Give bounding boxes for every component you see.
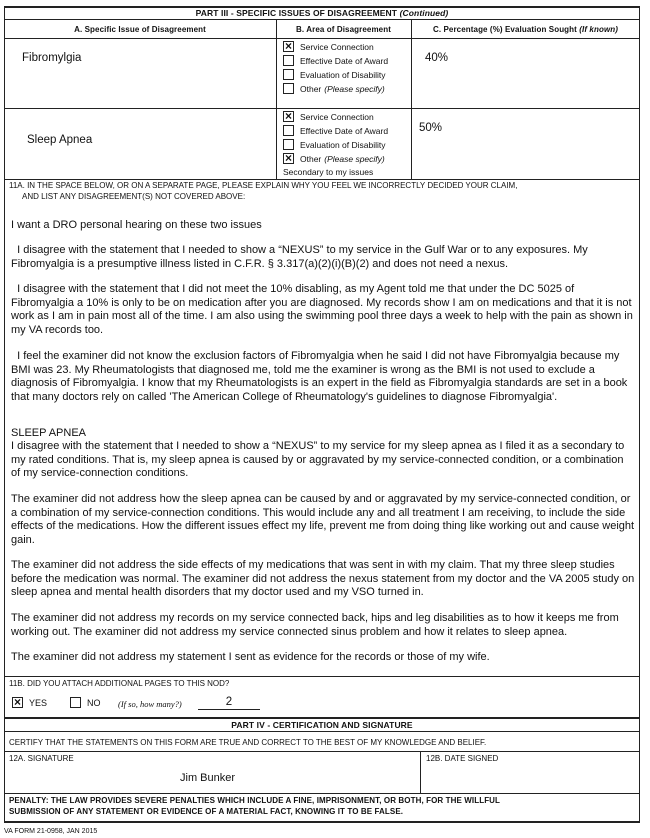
yes-label: YES <box>29 697 48 708</box>
paragraph: The examiner did not address my statement I sent as evidence for the records or those of my wife. <box>11 651 490 663</box>
issue-2-other[interactable] <box>283 153 385 164</box>
issue-1-service-connection[interactable] <box>283 41 374 52</box>
issue-1-evaluation[interactable] <box>283 69 386 80</box>
col-a-header: A. Specific Issue of Disagreement <box>74 25 206 34</box>
issue-1-other[interactable] <box>283 83 385 94</box>
section-11a-label-2: AND LIST ANY DISAGREEMENT(S) NOT COVERED ABOVE: <box>22 192 246 201</box>
checkbox-label: Effective Date of Award <box>300 55 389 66</box>
divider <box>4 731 640 732</box>
checkbox-label: Evaluation of Disability <box>300 139 386 150</box>
col-b-header: B. Area of Disagreement <box>296 25 391 34</box>
paragraph: I disagree with the statement that I needed to show a “NEXUS” to my service for my sleep apnea as I filed it as a secondary to my rated conditions. That is, my sleep apnea is caused by or aggravated by my service-connected condition, or a combination of my service-connection conditions. <box>11 440 625 479</box>
date-signed-label: 12B. DATE SIGNED <box>426 754 499 763</box>
issue-2-name: Sleep Apnea <box>27 134 93 146</box>
checkbox-label: Service Connection <box>300 111 374 122</box>
issue-1-percent: 40% <box>425 52 449 64</box>
col-c-note: (If known) <box>579 25 619 34</box>
checkbox-label: Other <box>300 83 322 94</box>
date-signed-field[interactable] <box>426 768 626 788</box>
issue-2-other-text[interactable]: Secondary to my issues <box>283 167 374 177</box>
checkbox-label: Service Connection <box>300 41 374 52</box>
section-11b-label: 11B. DID YOU ATTACH ADDITIONAL PAGES TO THIS NOD? <box>9 679 230 688</box>
divider <box>4 19 640 20</box>
checkbox-label: Effective Date of Award <box>300 125 389 136</box>
part3-title-text: PART III - SPECIFIC ISSUES OF DISAGREEMENT <box>195 8 398 18</box>
bottom-border <box>4 821 640 823</box>
divider <box>4 717 640 719</box>
paragraph: The examiner did not address how the sleep apnea can be caused by and or aggravated by my service-connected condition, or a combination of my service-connection conditions. This would include any and all treatment I am receiving, to include the side effects of the medications. How the different issues effect my life, prevent me from doing thing like working out and cause weight gain. <box>11 493 635 546</box>
checkbox[interactable] <box>283 139 294 150</box>
checkbox[interactable] <box>283 55 294 66</box>
divider <box>4 108 640 109</box>
checkbox[interactable] <box>70 697 81 708</box>
attach-no-option[interactable] <box>70 697 101 708</box>
checkbox-label: Other <box>300 153 322 164</box>
issue-1-name: Fibromylgia <box>22 52 82 64</box>
how-many-label: (If so, how many?) <box>118 699 182 709</box>
checkbox[interactable] <box>283 41 294 52</box>
divider <box>4 751 640 752</box>
checkbox-label: Evaluation of Disability <box>300 69 386 80</box>
divider <box>4 38 640 39</box>
paragraph: I feel the examiner did not know the exclusion factors of Fibromyalgia when he said I did not have Fibromyalgia because my BMI was 23. My Rheumatologists that diagnosed me, told me the examiner is wrong as the BMI is not used to exclude a diagnosis of Fibromyalgia. I know that my Rheumatologists is an expert in the field as Fibromyalgia standards are set in a book that many doctors rely on called 'The American College of Rheumatology's guidelines to diagnose Fibromyalgia'. <box>11 350 631 403</box>
attach-yes-option[interactable] <box>12 697 47 708</box>
please-specify: (Please specify) <box>324 153 385 164</box>
how-many-input[interactable] <box>198 696 260 710</box>
how-many-value: 2 <box>225 696 233 708</box>
checkbox[interactable] <box>283 125 294 136</box>
issue-2-evaluation[interactable] <box>283 139 386 150</box>
checkbox[interactable] <box>283 153 294 164</box>
sleep-apnea-heading: SLEEP APNEA <box>11 427 87 439</box>
checkbox[interactable] <box>283 69 294 80</box>
right-border <box>639 6 640 822</box>
section-11a-label-1: 11A. IN THE SPACE BELOW, OR ON A SEPARATE PAGE, PLEASE EXPLAIN WHY YOU FEEL WE INCORRECTLY DECIDED YOUR CLAIM, <box>9 181 518 190</box>
col-c-header-text: C. Percentage (%) Evaluation Sought <box>432 25 577 34</box>
issue-1-effective-date[interactable] <box>283 55 388 66</box>
signature-label: 12A. SIGNATURE <box>9 754 74 763</box>
col-c-header <box>411 25 640 34</box>
paragraph: The examiner did not address my records on my service connected back, hips and leg disabilities as to how it keeps me from working out. The examiner did not address my service connected sinus problem and how it relates to sleep apnea. <box>11 612 619 638</box>
issue-2-service-connection[interactable] <box>283 111 374 122</box>
col-divider-ab <box>276 19 277 179</box>
checkbox[interactable] <box>283 83 294 94</box>
col-divider-bc <box>411 19 412 179</box>
form-footer: VA FORM 21-0958, JAN 2015 <box>4 828 98 835</box>
checkbox[interactable] <box>12 697 23 708</box>
part3-continued: (Continued) <box>399 8 449 18</box>
divider <box>4 793 640 794</box>
divider <box>4 676 640 677</box>
paragraph: I disagree with the statement that I did not meet the 10% disabling, as my Agent told me that under the DC 5025 of Fibromyalgia a 10% is only to be on medication after you are diagnosed. My records show I am on medications and that it is not work as I am in pain most all of the time. I am also using the swimming pool three days a week to help with the pain as shown in my VA records too. <box>11 283 636 336</box>
certify-statement: CERTIFY THAT THE STATEMENTS ON THIS FORM ARE TRUE AND CORRECT TO THE BEST OF MY KNOWLEDGE AND BELIEF. <box>9 738 487 747</box>
signature-value: Jim Bunker <box>180 772 236 784</box>
paragraph: I want a DRO personal hearing on these two issues <box>11 219 262 231</box>
please-specify: (Please specify) <box>324 83 385 94</box>
issue-2-effective-date[interactable] <box>283 125 388 136</box>
issue-2-percent: 50% <box>419 122 443 134</box>
penalty-line-2: SUBMISSION OF ANY STATEMENT OR EVIDENCE OF A MATERIAL FACT, KNOWING IT TO BE FALSE. <box>9 807 404 816</box>
checkbox[interactable] <box>283 111 294 122</box>
signature-field[interactable] <box>180 772 235 784</box>
no-label: NO <box>87 697 101 708</box>
divider <box>4 179 640 180</box>
part4-title: PART IV - CERTIFICATION AND SIGNATURE <box>231 720 413 730</box>
left-border <box>4 6 5 822</box>
penalty-line-1: PENALTY: THE LAW PROVIDES SEVERE PENALTIES WHICH INCLUDE A FINE, IMPRISONMENT, OR BOTH, FOR THE WILLFUL <box>9 796 501 805</box>
paragraph: The examiner did not address the side effects of my medications that was sent in with my claim. That my three sleep studies before the medication was normal. The examiner did not address the nexus statement from my doctor and the VA 2005 study on sleep apnea and mental health disorders that my doctor used and my VSO turned in. <box>11 559 635 598</box>
sig-date-divider <box>420 751 421 793</box>
part3-title <box>4 8 640 18</box>
paragraph: I disagree with the statement that I needed to show a “NEXUS” to my service in the Gulf War or to any exposures. My Fibromyalgia is a presumptive illness listed in C.F.R. § 3.317(a)(2)(i)(B)(2) and does not need a nexus. <box>11 244 591 270</box>
